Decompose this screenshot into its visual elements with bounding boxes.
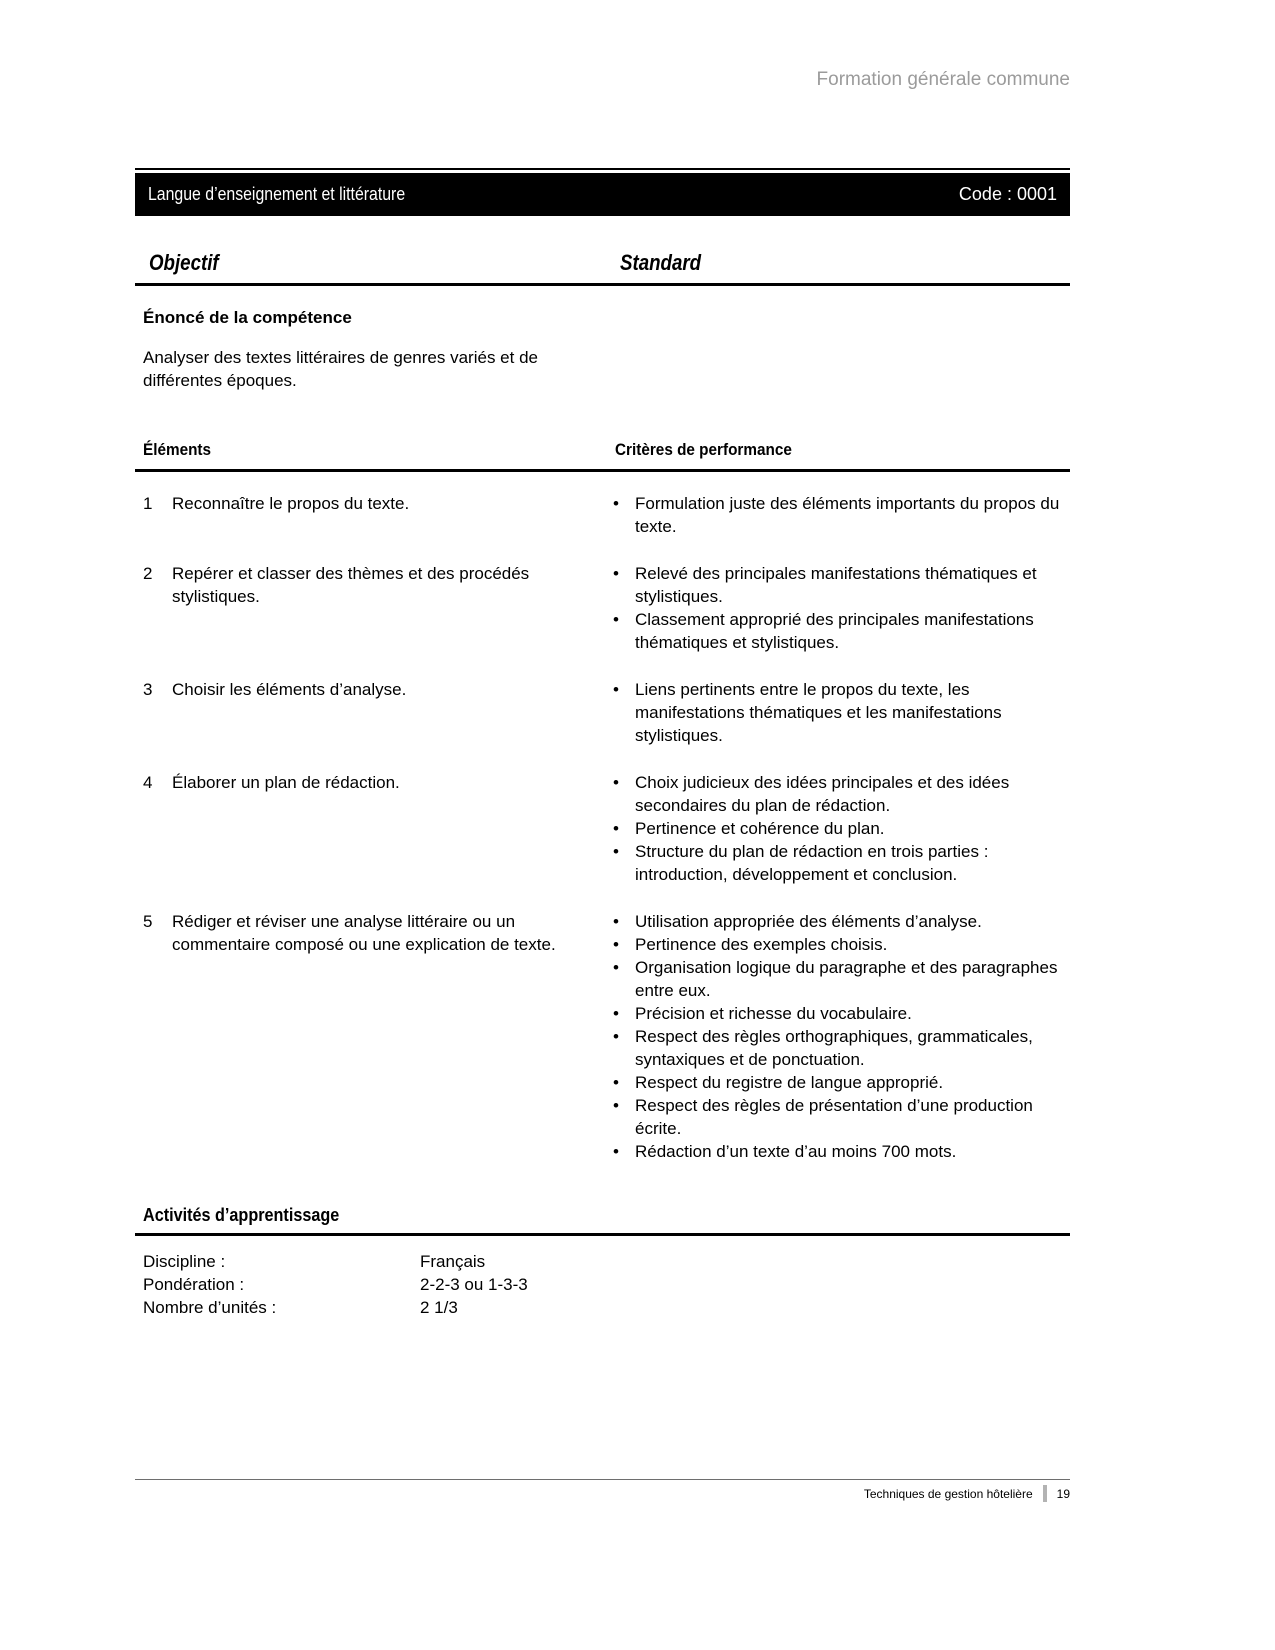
activities-header — [135, 1203, 1070, 1236]
footer-page-number: 19 — [1056, 1486, 1070, 1501]
criteria-list — [613, 492, 1070, 538]
criteria-text: • Classement approprié des principales manifestations thématiques et stylistiques. — [635, 610, 1034, 652]
detail-label: Discipline : — [143, 1252, 226, 1271]
criteria-item — [613, 1071, 1070, 1094]
criteria-list — [613, 910, 1070, 1163]
detail-value: Français — [420, 1252, 486, 1271]
criteria-item — [613, 956, 1070, 1002]
detail-label: Nombre d’unités : — [143, 1298, 277, 1317]
footer-rule — [135, 1479, 1070, 1480]
standard-heading: Standard — [620, 250, 702, 275]
element-number: 1 — [143, 494, 153, 513]
page-header — [135, 69, 1070, 91]
criteria-text: • Utilisation appropriée des éléments d’analyse. — [635, 912, 982, 931]
banner-code: Code : 0001 — [958, 184, 1057, 204]
element-number: 3 — [143, 680, 153, 699]
detail-row-unites — [135, 1296, 1070, 1319]
element-row-5 — [135, 910, 1070, 1163]
criteria-item — [613, 910, 1070, 933]
criteria-item — [613, 1140, 1070, 1163]
detail-label: Pondération : — [143, 1275, 245, 1294]
elements-rows — [135, 472, 1070, 1163]
criteria-column-header: Critères de performance — [615, 440, 792, 459]
element-row-4 — [135, 771, 1070, 886]
banner-block — [135, 168, 1070, 216]
criteria-text: • Respect des règles de présentation d’une production écrite. — [635, 1096, 1033, 1138]
criteria-text: • Choix judicieux des idées principales et des idées secondaires du plan de rédaction. — [635, 773, 1010, 815]
element-number: 4 — [143, 773, 153, 792]
criteria-item — [613, 678, 1070, 747]
objectif-heading: Objectif — [149, 250, 219, 275]
elements-section — [135, 438, 1070, 1187]
footer-program-name: Techniques de gestion hôtelière — [863, 1486, 1033, 1501]
criteria-text: • Relevé des principales manifestations thématiques et stylistiques. — [635, 564, 1037, 606]
banner-title: Langue d’enseignement et littérature — [148, 184, 406, 204]
criteria-text: • Organisation logique du paragraphe et des paragraphes entre eux. — [635, 958, 1058, 1000]
competence-heading: Énoncé de la compétence — [143, 308, 352, 327]
header-right-text: Formation générale commune — [816, 69, 1070, 90]
competence-section — [135, 306, 1070, 392]
detail-value: 2 1/3 — [420, 1298, 458, 1317]
criteria-item — [613, 608, 1070, 654]
elements-column-header: Éléments — [143, 440, 212, 459]
criteria-text: • Structure du plan de rédaction en trois parties : introduction, développement et conclusion. — [635, 842, 989, 884]
activities-section — [135, 1203, 1070, 1319]
element-text: Élaborer un plan de rédaction. — [172, 773, 400, 792]
detail-row-discipline — [135, 1250, 1070, 1273]
criteria-text: • Précision et richesse du vocabulaire. — [635, 1004, 912, 1023]
criteria-text: • Pertinence et cohérence du plan. — [635, 819, 885, 838]
elements-table-header — [135, 438, 1070, 472]
element-number: 5 — [143, 912, 153, 931]
criteria-text: • Rédaction d’un texte d’au moins 700 mots. — [635, 1142, 957, 1161]
banner-top-rule — [135, 168, 1070, 170]
detail-row-ponderation — [135, 1273, 1070, 1296]
criteria-text: • Pertinence des exemples choisis. — [635, 935, 888, 954]
criteria-item — [613, 771, 1070, 817]
criteria-item — [613, 492, 1070, 538]
objectif-standard-header — [135, 250, 1070, 286]
element-row-1 — [135, 492, 1070, 538]
element-text: Choisir les éléments d’analyse. — [172, 680, 407, 699]
element-text: Reconnaître le propos du texte. — [172, 494, 410, 513]
criteria-list — [613, 562, 1070, 654]
criteria-text: • Respect du registre de langue approprié. — [635, 1073, 944, 1092]
criteria-text: • Liens pertinents entre le propos du texte, les manifestations thématiques et les manifestations stylistiques. — [635, 680, 1002, 745]
criteria-item — [613, 1094, 1070, 1140]
criteria-item — [613, 933, 1070, 956]
criteria-item — [613, 840, 1070, 886]
criteria-list — [613, 678, 1070, 747]
element-row-3 — [135, 678, 1070, 747]
criteria-text: • Respect des règles orthographiques, grammaticales, syntaxiques et de ponctuation. — [635, 1027, 1033, 1069]
competence-text: Analyser des textes littéraires de genres variés et de différentes époques. — [143, 348, 538, 390]
activities-heading: Activités d’apprentissage — [143, 1205, 340, 1225]
criteria-item — [613, 1025, 1070, 1071]
element-text: Rédiger et réviser une analyse littéraire ou un commentaire composé ou une explication de texte. — [172, 912, 556, 954]
criteria-item — [613, 562, 1070, 608]
footer-row — [135, 1485, 1070, 1502]
element-number: 2 — [143, 564, 153, 583]
footer-separator-bar — [1043, 1485, 1047, 1502]
detail-value: 2-2-3 ou 1-3-3 — [420, 1275, 528, 1294]
page-footer — [135, 1479, 1070, 1502]
element-text: Repérer et classer des thèmes et des procédés stylistiques. — [172, 564, 530, 606]
activities-details — [135, 1250, 1070, 1319]
criteria-text: • Formulation juste des éléments importants du propos du texte. — [635, 494, 1060, 536]
criteria-item — [613, 817, 1070, 840]
title-banner — [135, 173, 1070, 216]
element-row-2 — [135, 562, 1070, 654]
criteria-item — [613, 1002, 1070, 1025]
criteria-list — [613, 771, 1070, 886]
